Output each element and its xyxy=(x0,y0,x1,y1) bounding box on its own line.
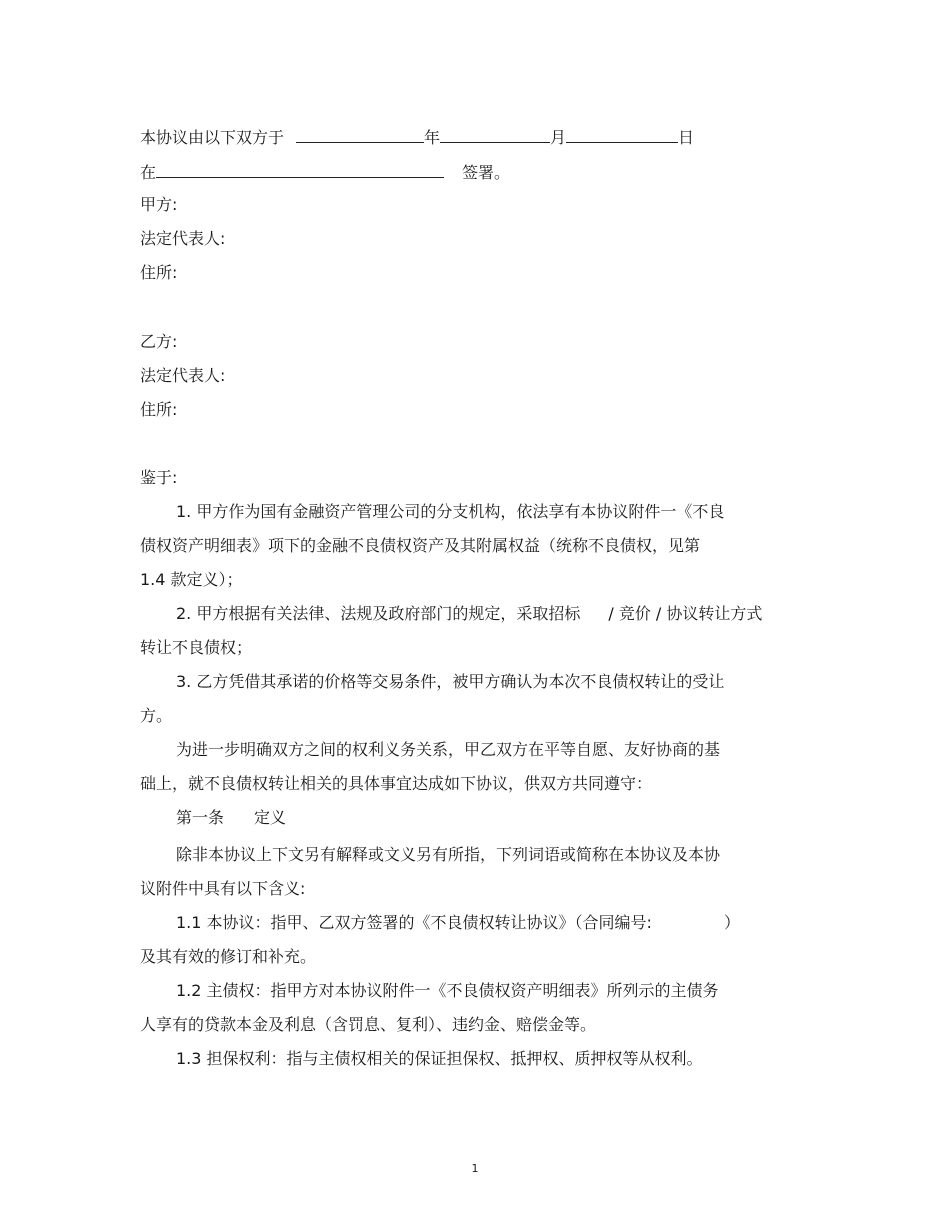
definition-1-1-close: ） xyxy=(723,913,740,932)
recital-2-text: 2. 甲方根据有关法律、法规及政府部门的规定，采取招标 xyxy=(176,604,581,623)
purpose-line-2: 础上，就不良债权转让相关的具体事宜达成如下协议，供双方共同遵守： xyxy=(140,774,653,793)
place-blank xyxy=(156,161,444,178)
recital-2-line-1 xyxy=(176,604,762,624)
at-label: 在 xyxy=(140,163,157,182)
article-title: 定义 xyxy=(254,808,287,827)
recital-3-line-2: 方。 xyxy=(140,706,173,725)
recital-3-line-1: 3. 乙方凭借其承诺的价格等交易条件，被甲方确认为本次不良债权转让的受让 xyxy=(176,672,725,691)
month-label: 月 xyxy=(550,128,567,147)
definition-1-1-text: 1.1 本协议：指甲、乙双方签署的《不良债权转让协议》（合同编号: xyxy=(176,913,652,932)
year-blank xyxy=(296,126,424,143)
signed-label: 签署。 xyxy=(462,163,511,182)
definition-1-1-line-1 xyxy=(176,913,740,933)
signing-place-line xyxy=(140,161,510,183)
definition-1-2-line-1: 1.2 主债权：指甲方对本协议附件一《不良债权资产明细表》所列示的主债务 xyxy=(176,981,719,1000)
definition-1-1-line-2: 及其有效的修订和补充。 xyxy=(140,947,317,966)
month-blank xyxy=(440,126,550,143)
recital-2-methods: / 竞价 / 协议转让方式 xyxy=(608,604,763,623)
article-1-heading xyxy=(176,808,286,828)
day-blank xyxy=(566,126,678,143)
signing-date-line xyxy=(140,126,694,148)
party-b-address: 住所: xyxy=(140,400,178,419)
intro-text: 本协议由以下双方于 xyxy=(140,128,285,147)
definition-1-3-line-1: 1.3 担保权利：指与主债权相关的保证担保权、抵押权、质押权等从权利。 xyxy=(176,1049,703,1068)
day-label: 日 xyxy=(678,128,695,147)
party-a-representative: 法定代表人: xyxy=(140,229,226,248)
party-b-representative: 法定代表人: xyxy=(140,366,226,385)
article-1-intro-line-2: 议附件中具有以下含义: xyxy=(140,879,306,898)
purpose-line-1: 为进一步明确双方之间的权利义务关系，甲乙双方在平等自愿、友好协商的基 xyxy=(176,740,721,759)
party-a-name: 甲方: xyxy=(140,195,178,214)
definition-1-2-line-2: 人享有的贷款本金及利息（含罚息、复利）、违约金、赔偿金等。 xyxy=(140,1015,597,1034)
party-a-address: 住所: xyxy=(140,263,178,282)
recital-1-line-1: 1. 甲方作为国有金融资产管理公司的分支机构，依法享有本协议附件一《不良 xyxy=(176,502,725,521)
recital-2-line-2: 转让不良债权； xyxy=(140,638,253,657)
page-number: 1 xyxy=(471,1162,479,1175)
recital-1-line-2: 债权资产明细表》项下的金融不良债权资产及其附属权益（统称不良债权，见第 xyxy=(140,536,701,555)
party-b-name: 乙方: xyxy=(140,332,178,351)
recitals-heading: 鉴于: xyxy=(140,468,178,487)
recital-1-line-3: 1.4 款定义）； xyxy=(140,570,243,589)
article-number: 第一条 xyxy=(176,808,225,827)
year-label: 年 xyxy=(424,128,441,147)
article-1-intro-line-1: 除非本协议上下文另有解释或文义另有所指，下列词语或简称在本协议及本协 xyxy=(176,845,721,864)
